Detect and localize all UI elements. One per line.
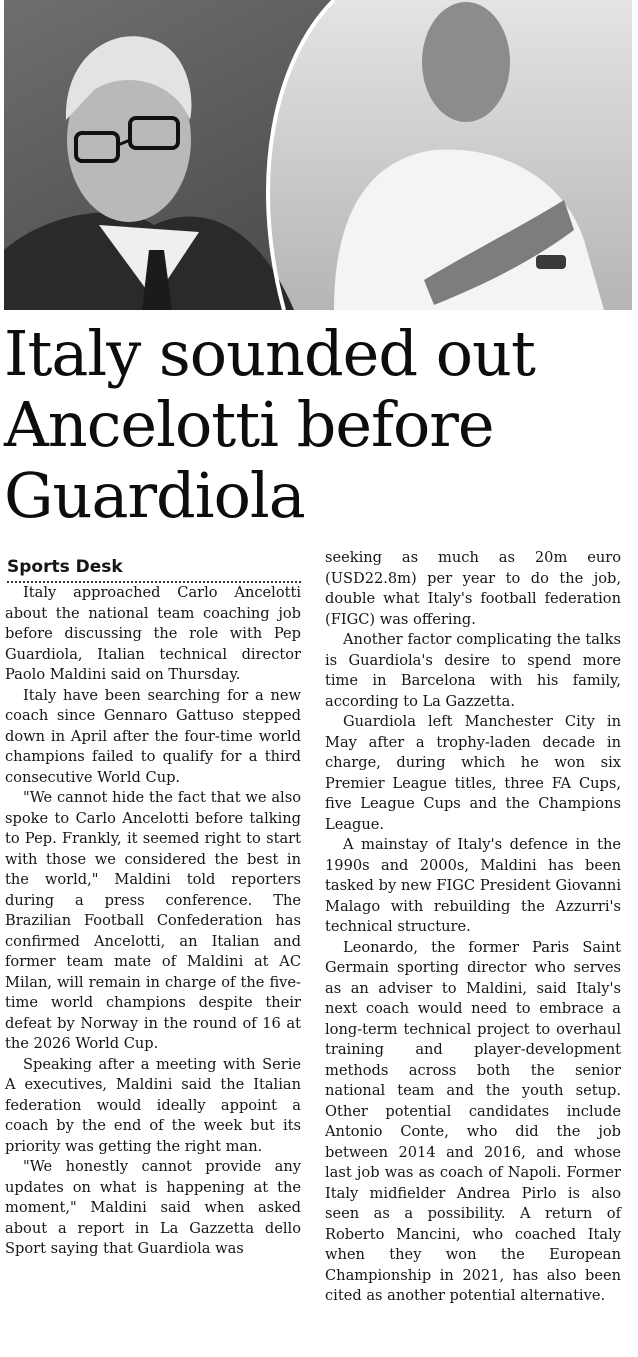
headline [4, 318, 634, 531]
headline-line-3: Guardiola [4, 459, 305, 532]
article-column-right [325, 548, 621, 1307]
article-photo [4, 0, 632, 310]
paragraph: Italy approached Carlo Ancelotti about the national team coaching job before discussing the role with Pep Guardiola, Italian technical director Paolo Maldini said on Thursday. [5, 584, 301, 683]
right-figure-head [422, 2, 510, 122]
paragraph: Italy have been searching for a new coach since Gennaro Gattuso stepped down in April after the four-time world champions failed to qualify for a third consecutive World Cup. [5, 686, 301, 786]
headline-line-1: Italy sounded out [4, 317, 535, 390]
paragraph-continuation: seeking as much as 20m euro (USD22.8m) per year to do the job, double what Italy's football federation (FIGC) was offering. [325, 549, 621, 628]
headline-line-2: Ancelotti before [4, 388, 494, 461]
paragraph: "We cannot hide the fact that we also spoke to Carlo Ancelotti before talking to Pep. Frankly, it seemed right to start with those we considered the best in the world," Maldini told reporters during a press conference. The Brazilian Football Confederation has confirmed Ancelotti, an Italian and former team mate of Maldini at AC Milan, will remain in charge of the five-time world champions despite their defeat by Norway in the round of 16 at the 2026 World Cup. [5, 789, 301, 1052]
byline: Sports Desk [7, 556, 301, 583]
paragraph: A mainstay of Italy's defence in the 1990s and 2000s, Maldini has been tasked by new FIGC President Giovanni Malago with rebuilding the Azzurri's technical structure. [325, 836, 621, 935]
paragraph: Speaking after a meeting with Serie A executives, Maldini said the Italian federation would ideally appoint a coach by the end of the week but its priority was getting the right man. [5, 1055, 301, 1155]
paragraph: Guardiola left Manchester City in May after a trophy-laden decade in charge, during which he won six Premier League titles, three FA Cups, five League Cups and the Champions League. [325, 713, 621, 833]
right-figure-watch [536, 255, 566, 269]
paragraph: Leonardo, the former Paris Saint Germain sporting director who serves as an adviser to Maldini, said Italy's next coach would need to embrace a long-term technical project to overhaul training and player-development methods across both the senior national team and the youth setup. Other potential candidates include Antonio Conte, who did the job between 2014 and 2016, and whose last job was as coach of Napoli. Former Italy midfielder Andrea Pirlo is also seen as a possibility. A return of Roberto Mancini, who coached Italy when they won the European Championship in 2021, has also been cited as another potential alternative. [325, 938, 621, 1304]
paragraph: Another factor complicating the talks is Guardiola's desire to spend more time in Barcelona with his family, according to La Gazzetta. [325, 631, 621, 710]
article-column-left [5, 548, 301, 1260]
paragraph: "We honestly cannot provide any updates on what is happening at the moment," Maldini said when asked about a report in La Gazzetta dello Sport saying that Guardiola was [5, 1158, 301, 1257]
